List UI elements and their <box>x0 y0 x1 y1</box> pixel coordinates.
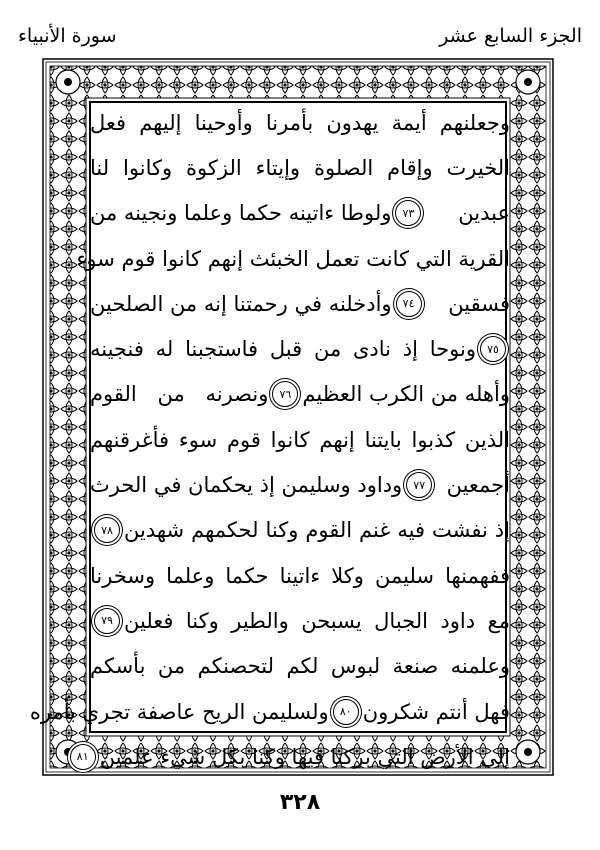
text-line <box>90 417 510 462</box>
verse-text: فسقين <box>448 291 510 316</box>
quran-text <box>29 100 510 769</box>
text-line <box>90 191 510 236</box>
ayah-number-marker: ٨٠ <box>333 699 359 725</box>
ayah-number-marker: ٧٤ <box>396 291 422 317</box>
verse-text: أجمعين <box>446 473 510 498</box>
verse-text: وأدخلنه في رحمتنا إنه من الصلحين <box>90 291 392 316</box>
ayah-number-marker: ٧٩ <box>94 608 120 634</box>
text-line <box>90 326 510 371</box>
ayah-number-marker: ٧٧ <box>406 472 432 498</box>
text-line <box>90 281 510 326</box>
text-line <box>76 236 510 281</box>
page-number: ٣٢٨ <box>279 790 321 815</box>
text-line <box>90 598 510 643</box>
page-header <box>18 6 582 46</box>
text-line <box>90 100 510 145</box>
ayah-number-marker: ٨١ <box>70 744 96 770</box>
verse-text: ففهمنها سليمن وكلا ءاتينا حكما وعلما وسخرنا <box>90 563 510 588</box>
ayah-number-marker: ٧٥ <box>480 336 506 362</box>
text-line <box>90 372 510 417</box>
verse-text: وداود وسليمن إذ يحكمان في الحرث <box>90 473 403 498</box>
verse-text: عبدين <box>458 201 510 226</box>
verse-text: ولسليمن الريح عاصفة تجري بأمره <box>29 699 329 724</box>
text-line <box>29 689 510 734</box>
verse-text: وعلمنه صنعة لبوس لكم لتحصنكم من بأسكم <box>90 654 510 679</box>
verse-text: فهل أنتم شكرون <box>362 699 510 724</box>
verse-text: مع داود الجبال يسبحن والطير وكنا فعلين <box>124 608 510 633</box>
verse-text: وجعلنهم أيمة يهدون بأمرنا وأوحينا إليهم فعل <box>90 110 510 135</box>
verse-text: إلى الأرض التي بركنا فيها وكنا بكل شيء علمين <box>99 744 510 769</box>
verse-text: ولوطا ءاتينه حكما وعلما ونجينه من <box>90 201 392 226</box>
text-line <box>90 553 510 598</box>
verse-text: الذين كذبوا بايتنا إنهم كانوا قوم سوء فأغرقنهم <box>90 427 510 452</box>
ayah-number-marker: ٧٨ <box>94 517 120 543</box>
ayah-number-marker: ٧٣ <box>395 200 421 226</box>
surah-title: سورة الأنبياء <box>18 25 117 47</box>
text-line <box>90 644 510 689</box>
verse-text: إذ نفشت فيه غنم القوم وكنا لحكمهم شهدين <box>124 518 510 543</box>
verse-text: وأهله من الكرب العظيم <box>302 382 510 407</box>
verse-text: ونوحا إذ نادى من قبل فاستجبنا له فنجينه <box>90 337 476 362</box>
text-line <box>90 145 510 190</box>
verse-text: القرية التي كانت تعمل الخبئث إنهم كانوا قوم سوء <box>76 246 510 271</box>
juz-title: الجزء السابع عشر <box>439 25 582 47</box>
verse-text: ونصرنه من القوم <box>90 382 269 407</box>
verse-text: الخيرت وإقام الصلوة وإيتاء الزكوة وكانوا لنا <box>90 155 510 180</box>
text-line <box>90 462 510 507</box>
text-line <box>90 508 510 553</box>
text-line <box>76 734 510 779</box>
ayah-number-marker: ٧٦ <box>272 381 298 407</box>
